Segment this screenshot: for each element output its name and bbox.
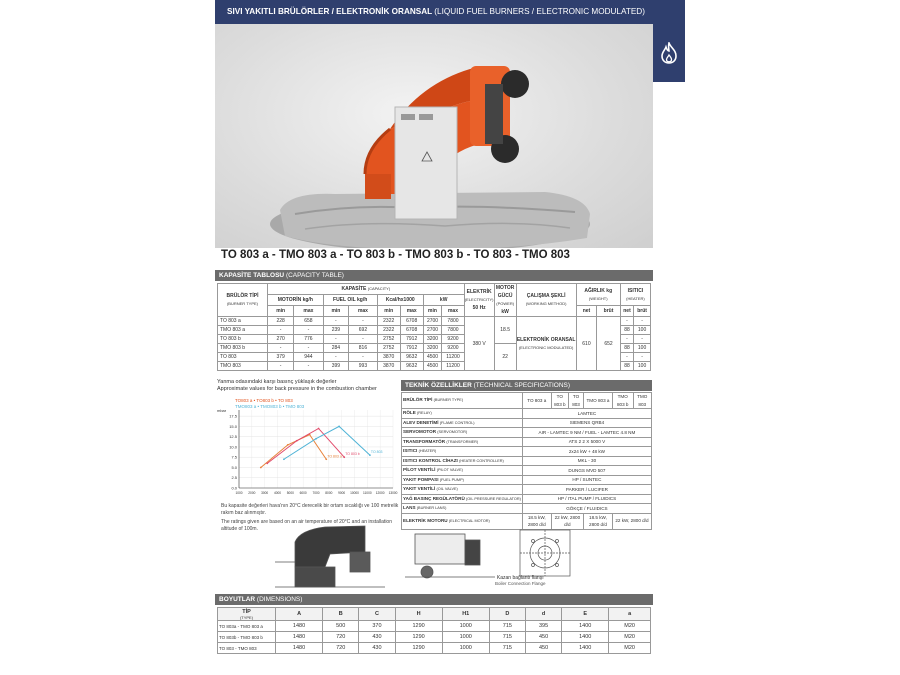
cell-heater-brut: 100 <box>634 344 651 353</box>
chart-point <box>287 444 289 446</box>
cell-kc-min: 2752 <box>377 344 400 353</box>
cell-fo-max: - <box>349 353 378 362</box>
table-cell <box>218 284 651 295</box>
chart-series-label: TO 803 a <box>327 454 342 459</box>
col-dim-type: TİP (TYPE) <box>218 608 276 621</box>
tech-row <box>402 504 652 514</box>
dimension-row <box>218 621 651 632</box>
chart-point <box>296 440 298 442</box>
table-cell: net <box>576 306 597 317</box>
dimensions-section-title: BOYUTLAR <box>219 596 256 603</box>
tech-row-label: ALEV DENETİMİ (FLAME CONTROL) <box>402 418 523 428</box>
chart-x-tick: 5000 <box>286 491 294 495</box>
model-list: TO 803 a - TMO 803 a - TO 803 b - TMO 803 b - TO 803 - TMO 803 <box>221 249 570 261</box>
cell-dim-value: 1400 <box>562 621 609 632</box>
capacity-row <box>218 317 651 326</box>
capacity-table <box>217 283 651 371</box>
dimensions-section-subtitle: (DIMENSIONS) <box>256 596 303 603</box>
tech-row-value: 2x24 kW + 48 kW <box>522 447 651 457</box>
catalog-page <box>215 0 685 675</box>
tech-col-header: TMO 803 b <box>612 393 633 409</box>
table-cell: max <box>294 306 323 317</box>
cell-mot-min: 379 <box>268 353 294 362</box>
tech-row-value: PARKER / LUCIFER <box>522 485 651 495</box>
cell-dim-value: 450 <box>525 632 561 643</box>
cell-heater-net: 88 <box>620 344 633 353</box>
working-method-value: ELEKTRONİK ORANSAL <box>516 336 576 343</box>
cell-burner-type: TMO 803 b <box>218 344 268 353</box>
burner-illustration <box>215 24 653 248</box>
cell-dim-type: TO 803b - TMO 803 b <box>218 632 276 643</box>
cell-kw-min: 2700 <box>423 326 442 335</box>
chart-point <box>325 458 327 460</box>
tech-motor-value: 18.5 kW, 2800 d/d <box>584 513 613 529</box>
tech-motor-value: 22 kW, 2800 d/d <box>551 513 583 529</box>
chart-y-tick: 2.5 <box>231 475 237 481</box>
cell-dim-value: 1480 <box>276 632 323 643</box>
cell-kc-max: 9632 <box>400 362 423 371</box>
cell-kw-min: 4500 <box>423 353 442 362</box>
tech-row <box>402 466 652 476</box>
dimension-row <box>218 632 651 643</box>
cell-burner-type: TO 803 b <box>218 335 268 344</box>
chart-x-tick: 6000 <box>299 491 307 495</box>
chart-point <box>266 462 268 464</box>
cell-heater-net: - <box>620 317 633 326</box>
chart-y-tick: 7.5 <box>231 454 237 460</box>
cell-kw-max: 11200 <box>442 362 464 371</box>
cell-fo-min: - <box>323 353 349 362</box>
tech-row-label: YAKIT VENTİLİ (OIL VALVE) <box>402 485 523 495</box>
tech-row-label: YAĞ BASINÇ REGÜLATÖRÜ (OIL PRESSURE REGULATOR) <box>402 494 523 504</box>
chart-point <box>283 458 285 460</box>
cell-dim-value: 1400 <box>562 643 609 654</box>
chart-y-tick: 5.0 <box>231 464 237 470</box>
tech-col-header: TMO 803 <box>633 393 651 409</box>
header-subtitle: (LIQUID FUEL BURNERS / ELECTRONIC MODULATED) <box>434 7 645 16</box>
table-cell: brüt <box>597 306 621 317</box>
tech-motor-value: 18.5 kW, 2800 d/d <box>522 513 551 529</box>
col-burner-type: BRÜLÖR TİPİ (BURNER TYPE) <box>218 284 268 317</box>
tech-row-value: HP / SUNTEC <box>522 475 651 485</box>
cell-mot-min: - <box>268 344 294 353</box>
cell-dim-value: 450 <box>525 643 561 654</box>
cell-heater-net: 88 <box>620 362 633 371</box>
cell-kw-max: 9200 <box>442 335 464 344</box>
table-cell <box>218 306 651 317</box>
cell-weight-net: 610 <box>576 317 597 371</box>
cell-kw-max: 11200 <box>442 353 464 362</box>
cell-voltage: 380 V <box>464 317 494 371</box>
cell-kc-max: 9632 <box>400 353 423 362</box>
chart-point <box>318 428 320 430</box>
dimensions-section-header <box>215 594 653 605</box>
tech-section-title: TEKNİK ÖZELLİKLER <box>405 382 472 389</box>
chart-y-tick: 17.5 <box>229 413 237 419</box>
chart-point <box>369 454 371 456</box>
col-kw: kW <box>423 295 464 306</box>
tech-row <box>402 437 652 447</box>
table-cell: min <box>423 306 442 317</box>
chart-y-tick: 10.0 <box>229 444 237 450</box>
cell-dim-value: M20 <box>609 621 651 632</box>
cell-kc-min: 3870 <box>377 362 400 371</box>
cell-burner-type: TMO 803 a <box>218 326 268 335</box>
cell-heater-net: - <box>620 335 633 344</box>
cell-kw-min: 2700 <box>423 317 442 326</box>
cell-mot-max: - <box>294 344 323 353</box>
cell-heater-brut: - <box>634 353 651 362</box>
cell-dim-value: 1290 <box>395 621 442 632</box>
cell-fo-min: 239 <box>323 326 349 335</box>
table-cell: brüt <box>634 306 651 317</box>
dimensions-table <box>217 607 651 654</box>
cell-heater-brut: - <box>634 317 651 326</box>
col-working-method: ÇALIŞMA ŞEKLİ (WORKING METHOD) <box>516 284 576 317</box>
tech-row-label: PİLOT VENTİLİ (PILOT VALVE) <box>402 466 523 476</box>
cell-fo-min: 284 <box>323 344 349 353</box>
cell-dim-value: 1000 <box>442 643 489 654</box>
cell-fo-min: - <box>323 335 349 344</box>
table-cell <box>218 608 651 621</box>
cell-kc-min: 2322 <box>377 326 400 335</box>
cell-dim-value: 1290 <box>395 632 442 643</box>
col-dim-h1: H1 <box>442 608 489 621</box>
tech-row-value: GÖKÇE / FLUIDICS <box>522 504 651 514</box>
flange-drawing <box>520 530 570 576</box>
cell-dim-value: 1480 <box>276 643 323 654</box>
cell-heater-brut: - <box>634 335 651 344</box>
tech-row-label: TRANSFORMATÖR (TRANSFORMER) <box>402 437 523 447</box>
table-cell: net <box>620 306 633 317</box>
cell-heater-net: 88 <box>620 326 633 335</box>
cell-mot-min: 228 <box>268 317 294 326</box>
cell-kc-max: 6708 <box>400 326 423 335</box>
chart-x-tick: 8000 <box>325 491 333 495</box>
cell-kw-max: 9200 <box>442 344 464 353</box>
cell-dim-value: 715 <box>489 632 525 643</box>
cell-dim-value: 1400 <box>562 632 609 643</box>
cell-working-method <box>516 317 576 371</box>
cell-mot-max: - <box>294 326 323 335</box>
col-dim-h: H <box>395 608 442 621</box>
chart-x-tick: 12000 <box>375 491 385 495</box>
chart-y-tick: 0.0 <box>231 485 237 491</box>
cell-dim-value: 395 <box>525 621 561 632</box>
flange-caption: Kazan bağlantı flanşı Boiler Connection Flange <box>495 575 546 586</box>
cell-motor-b: 22 <box>494 344 516 371</box>
dimension-row <box>218 643 651 654</box>
chart-y-tick: 12.5 <box>229 434 237 440</box>
tech-row-label: ISITICI KONTROL CİHAZI (HEATER CONTROLLER) <box>402 456 523 466</box>
table-cell: min <box>323 306 349 317</box>
tech-row-value: SIEMENS QRB4 <box>522 418 651 428</box>
table-cell: max <box>349 306 378 317</box>
col-motorin: MOTORİN kg/h <box>268 295 324 306</box>
chart-series-line-1 <box>261 435 326 468</box>
cell-fo-max: - <box>349 317 378 326</box>
tech-col-header: TO 803 b <box>551 393 568 409</box>
tech-row <box>402 428 652 438</box>
cell-kw-max: 7800 <box>442 326 464 335</box>
cell-dim-value: 715 <box>489 621 525 632</box>
col-dim-b: B <box>323 608 359 621</box>
cell-dim-value: M20 <box>609 643 651 654</box>
col-capacity: KAPASİTE (CAPACITY) <box>268 284 465 295</box>
tech-motor-label: ELEKTRİK MOTORU (ELECTRICAL MOTOR) <box>402 513 523 529</box>
chart-y-unit: mbar <box>217 408 227 413</box>
cell-heater-brut: 100 <box>634 326 651 335</box>
cell-burner-type: TO 803 a <box>218 317 268 326</box>
tech-col-header: TO 803 a <box>522 393 551 409</box>
cell-burner-type: TMO 803 <box>218 362 268 371</box>
cell-weight-brut: 652 <box>597 317 621 371</box>
chart-x-tick: 11000 <box>363 491 372 495</box>
col-dim-a: a <box>609 608 651 621</box>
flame-icon <box>660 42 678 64</box>
cell-dim-value: 430 <box>359 632 395 643</box>
cell-dim-type: TO 803 - TMO 803 <box>218 643 276 654</box>
tech-header-row <box>402 393 652 409</box>
cell-dim-value: 1000 <box>442 632 489 643</box>
col-kcal: Kcal/hx1000 <box>377 295 423 306</box>
cell-fo-min: 399 <box>323 362 349 371</box>
table-cell: min <box>377 306 400 317</box>
tech-row-value: ATS 2 2 X 5000 V <box>522 437 651 447</box>
tech-row <box>402 456 652 466</box>
cell-heater-brut: 100 <box>634 362 651 371</box>
tech-row-value: AIR - LAMTEC 9 NM / FUEL - LAMTEC 4.8 NM <box>522 428 651 438</box>
cell-dim-value: M20 <box>609 632 651 643</box>
cell-motor-a: 18.5 <box>494 317 516 344</box>
col-dim-c: C <box>359 608 395 621</box>
tech-row-value: HP / ITAL PUMP / FLUIDICS <box>522 494 651 504</box>
col-weight: AĞIRLIK kg (WEIGHT) <box>576 284 620 306</box>
chart-series-label: TO 803 b <box>345 452 360 457</box>
chart-title: Yanma odasındaki karşı basınç yüklaşık değerler Approximate values for back pressure in the combustion chamber <box>217 379 377 392</box>
cell-dim-value: 1290 <box>395 643 442 654</box>
chart-legend-1: TO803 a • TO803 b • TO 803 <box>235 398 293 403</box>
cell-kw-min: 4500 <box>423 362 442 371</box>
tech-section-header <box>401 380 652 391</box>
tech-row <box>402 418 652 428</box>
tech-col-header: TMO 803 a <box>584 393 613 409</box>
chart-note-en: The ratings given are based on an air temperature of 20°C and an installation altitude of 100m. <box>221 519 392 532</box>
tech-row-value: LAMTEC <box>522 409 651 419</box>
capacity-section-title: KAPASİTE TABLOSU <box>219 272 285 279</box>
cell-dim-value: 370 <box>359 621 395 632</box>
cell-dim-value: 1000 <box>442 621 489 632</box>
cell-kc-max: 6708 <box>400 317 423 326</box>
tech-row <box>402 475 652 485</box>
chart-x-tick: 13000 <box>388 491 398 495</box>
chart-legend-2: TMO803 a • TMO803 b • TMO 803 <box>235 404 305 409</box>
page-header <box>215 0 685 24</box>
chart-x-tick: 9000 <box>338 491 346 495</box>
capacity-section-header <box>215 270 653 281</box>
table-cell: max <box>400 306 423 317</box>
tech-row <box>402 485 652 495</box>
cell-kc-min: 2322 <box>377 317 400 326</box>
chart-x-tick: 4000 <box>273 491 282 495</box>
cell-heater-net: - <box>620 353 633 362</box>
cell-dim-value: 715 <box>489 643 525 654</box>
col-dim-a: A <box>276 608 323 621</box>
cell-kc-min: 2752 <box>377 335 400 344</box>
chart-point <box>260 467 262 469</box>
cell-kw-min: 3200 <box>423 344 442 353</box>
cell-fo-max: - <box>349 335 378 344</box>
tech-header-label: BRÜLÖR TİPİ (BURNER TYPE) <box>402 393 523 409</box>
tech-row-label: ISITICI (HEATER) <box>402 447 523 457</box>
capacity-section-subtitle: (CAPACITY TABLE) <box>285 272 344 279</box>
col-motor-power: MOTOR GÜCÜ (POWER) kW <box>495 285 515 315</box>
cell-dim-value: 720 <box>323 632 359 643</box>
chart-x-tick: 3000 <box>261 491 269 495</box>
tech-specs-table <box>401 392 652 530</box>
cell-mot-min: - <box>268 326 294 335</box>
cell-dim-type: TO 803a - TMO 803 a <box>218 621 276 632</box>
cell-dim-value: 430 <box>359 643 395 654</box>
chart-series-label: TO 803 <box>370 450 383 455</box>
col-dim-d: d <box>525 608 561 621</box>
cell-mot-min: - <box>268 362 294 371</box>
cell-kw-min: 3200 <box>423 335 442 344</box>
col-electricity: ELEKTRİK (ELECTRICITY) 50 Hz <box>464 284 494 317</box>
chart-x-tick: 10000 <box>350 491 359 495</box>
tech-row-value: DUNGS MVD 507 <box>522 466 651 476</box>
tech-section-subtitle: (TECHNICAL SPECIFICATIONS) <box>473 382 571 389</box>
cell-mot-max: - <box>294 362 323 371</box>
cell-mot-max: 776 <box>294 335 323 344</box>
cell-mot-max: 658 <box>294 317 323 326</box>
working-method-sub: (ELECTRONIC MODULATED) <box>518 344 574 350</box>
chart-x-tick: 1000 <box>235 491 243 495</box>
cell-fo-min: - <box>323 317 349 326</box>
tech-row <box>402 494 652 504</box>
category-badge <box>653 24 685 82</box>
tech-row-label: RÖLE (RELAY) <box>402 409 523 419</box>
cell-fo-max: 816 <box>349 344 378 353</box>
chart-note-tr: Bu kapasite değerleri hava'nın 20°C derecelik bir ortam sıcaklığı ve 100 metrelik rakım baz alınmıştır. <box>221 503 399 516</box>
cell-dim-value: 500 <box>323 621 359 632</box>
cell-kw-max: 7800 <box>442 317 464 326</box>
tech-row-label: YAKIT POMPASI (FUEL PUMP) <box>402 475 523 485</box>
cell-kc-max: 7912 <box>400 344 423 353</box>
header-title: SIVI YAKITLI BRÜLÖRLER / ELEKTRONİK ORANSAL <box>227 7 433 16</box>
cell-kc-max: 7912 <box>400 335 423 344</box>
tech-row <box>402 447 652 457</box>
chart-x-tick: 7000 <box>312 491 320 495</box>
tech-row-value: MKL - 30 <box>522 456 651 466</box>
chart-x-tick: 2000 <box>248 491 256 495</box>
tech-col-header: TO 803 <box>568 393 583 409</box>
chart-point <box>338 426 340 428</box>
col-fuel-oil: FUEL OIL kg/h <box>323 295 377 306</box>
table-cell: max <box>442 306 464 317</box>
top-view-drawing <box>405 534 495 578</box>
chart-y-tick: 15.0 <box>229 423 237 429</box>
tech-row <box>402 409 652 419</box>
tech-row-label: SERVOMOTOR (SERVOMOTOR) <box>402 428 523 438</box>
col-dim-d: D <box>489 608 525 621</box>
tech-row-label: LANS (BURNER LANS) <box>402 504 523 514</box>
chart-point <box>343 456 345 458</box>
back-pressure-chart <box>215 396 400 501</box>
table-cell: min <box>268 306 294 317</box>
cell-fo-max: 692 <box>349 326 378 335</box>
col-dim-e: E <box>562 608 609 621</box>
cell-dim-value: 720 <box>323 643 359 654</box>
side-view-drawing <box>275 526 385 587</box>
tech-motor-value: 22 kW, 2800 d/d <box>612 513 651 529</box>
dimension-drawings <box>255 522 655 590</box>
cell-mot-max: 944 <box>294 353 323 362</box>
cell-fo-max: 993 <box>349 362 378 371</box>
cell-burner-type: TO 803 <box>218 353 268 362</box>
cell-dim-value: 1480 <box>276 621 323 632</box>
cell-mot-min: 270 <box>268 335 294 344</box>
cell-kc-min: 3870 <box>377 353 400 362</box>
col-heater: ISITICI (HEATER) <box>620 284 650 306</box>
product-photo <box>215 24 653 248</box>
chart-point <box>315 438 317 440</box>
